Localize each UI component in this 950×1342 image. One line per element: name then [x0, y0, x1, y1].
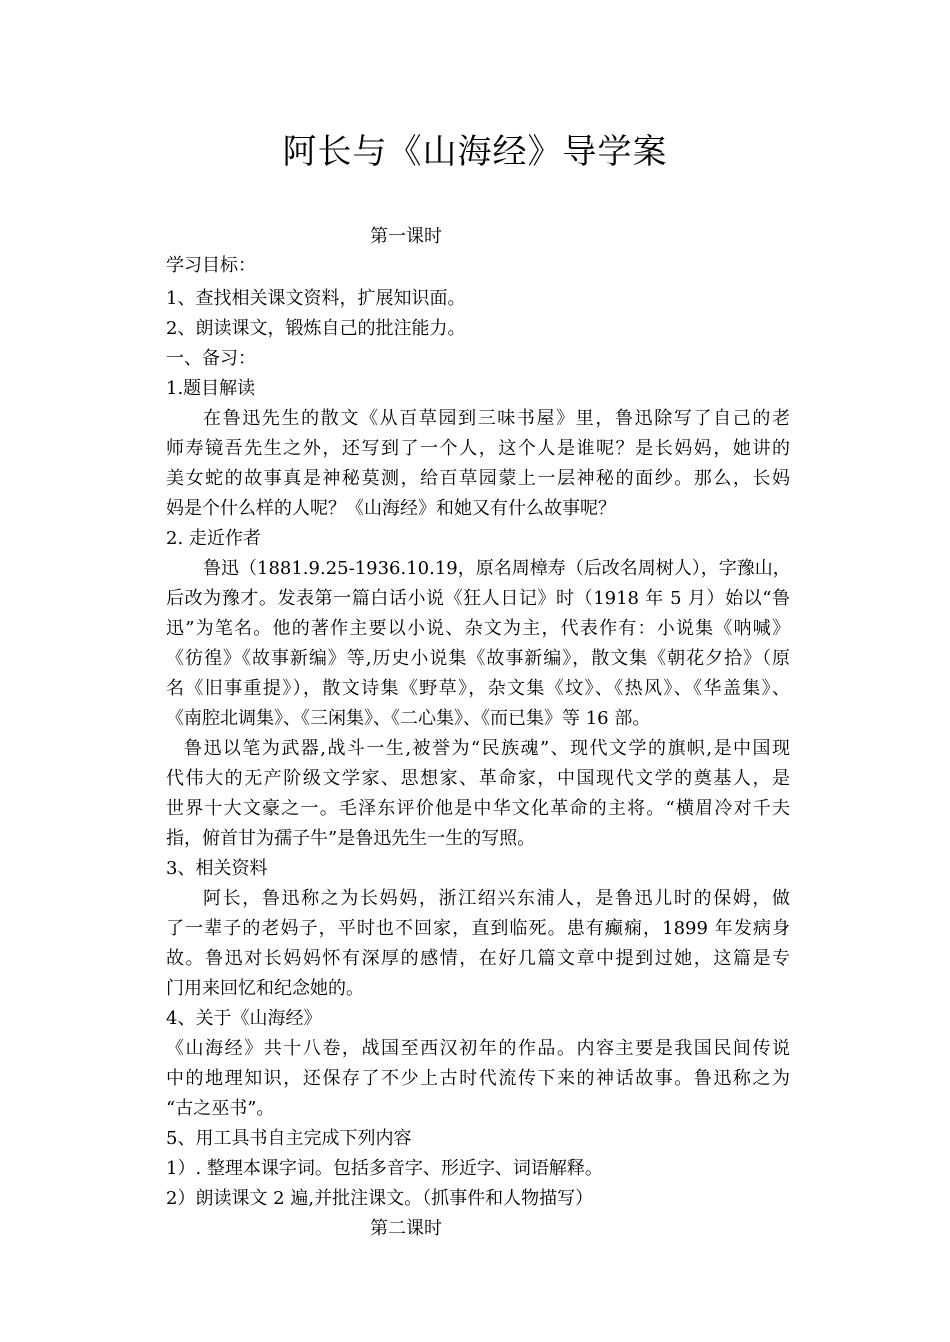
goal-item: 1、查找相关课文资料，扩展知识面。 [166, 288, 466, 309]
paragraph-line: 指，俯首甘为孺子牛”是鲁迅先生一生的写照。 [166, 828, 536, 849]
subsection-heading: 2. 走近作者 [166, 528, 261, 549]
lesson-one-label: 第一课时 [370, 226, 442, 247]
paragraph-line: 师寿镜吾先生之外，还写到了一个人，这个人是谁呢？是长妈妈，她讲的 [166, 438, 790, 459]
paragraph-line: 门用来回忆和纪念她的。 [166, 978, 364, 999]
paragraph-line: 《山海经》共十八卷，战国至西汉初年的作品。内容主要是我国民间传说 [166, 1038, 790, 1059]
paragraph-line: 妈是个什么样的人呢？《山海经》和她又有什么故事呢？ [166, 498, 616, 519]
task-item: 2）朗读课文 2 遍,并批注课文。（抓事件和人物描写） [166, 1188, 594, 1209]
paragraph-line: 《彷徨》《故事新编》等,历史小说集《故事新编》，散文集《朝花夕拾》（原 [166, 648, 790, 669]
document-title: 阿长与《山海经》导学案 [282, 132, 668, 172]
paragraph-line: 鲁迅以笔为武器,战斗一生,被誉为“民族魂”、现代文学的旗帜,是中国现 [184, 738, 790, 759]
goals-label: 学习目标： [166, 255, 256, 276]
paragraph-line: 代伟大的无产阶级文学家、思想家、革命家，中国现代文学的奠基人，是 [166, 768, 790, 789]
paragraph-line: 故。鲁迅对长妈妈怀有深厚的感情，在好几篇文章中提到过她，这篇是专 [166, 948, 790, 969]
paragraph-line: 在鲁迅先生的散文《从百草园到三味书屋》里，鲁迅除写了自己的老 [203, 408, 790, 429]
paragraph-line: 鲁迅（1881.9.25-1936.10.19，原名周樟寿（后改名周树人），字豫山， [203, 558, 791, 579]
paragraph-line: 世界十大文豪之一。毛泽东评价他是中华文化革命的主将。“横眉冷对千夫 [166, 798, 790, 819]
subsection-heading: 3、相关资料 [166, 858, 268, 879]
goal-item: 2、朗读课文，锻炼自己的批注能力。 [166, 318, 466, 339]
task-item: 1）. 整理本课字词。包括多音字、形近字、词语解释。 [166, 1158, 603, 1179]
paragraph-line: 阿长，鲁迅称之为长妈妈，浙江绍兴东浦人，是鲁迅儿时的保姆，做 [203, 888, 790, 909]
section-heading: 一、备习： [166, 348, 256, 369]
paragraph-line: 美女蛇的故事真是神秘莫测，给百草园蒙上一层神秘的面纱。那么，长妈 [166, 468, 790, 489]
subsection-heading: 4、关于《山海经》 [166, 1008, 322, 1029]
paragraph-line: “古之巫书”。 [166, 1098, 275, 1119]
paragraph-line: 中的地理知识，还保存了不少上古时代流传下来的神话故事。鲁迅称之为 [166, 1068, 790, 1089]
subsection-heading: 5、用工具书自主完成下列内容 [166, 1128, 412, 1149]
paragraph-line: 迅”为笔名。他的著作主要以小说、杂文为主，代表作有：小说集《呐喊》 [166, 618, 790, 639]
paragraph-line: 《南腔北调集》、《三闲集》、《二心集》、《而已集》等 16 部。 [166, 708, 651, 729]
paragraph-line: 后改为豫才。发表第一篇白话小说《狂人日记》时（1918 年 5 月）始以“鲁 [166, 588, 790, 609]
paragraph-line: 名《旧事重提》），散文诗集《野草》，杂文集《坟》、《热风》、《华盖集》、 [166, 678, 790, 699]
paragraph-line: 了一辈子的老妈子，平时也不回家，直到临死。患有癫痫，1899 年发病身 [166, 918, 790, 939]
lesson-two-label: 第二课时 [370, 1218, 442, 1239]
subsection-heading: 1.题目解读 [166, 378, 256, 399]
